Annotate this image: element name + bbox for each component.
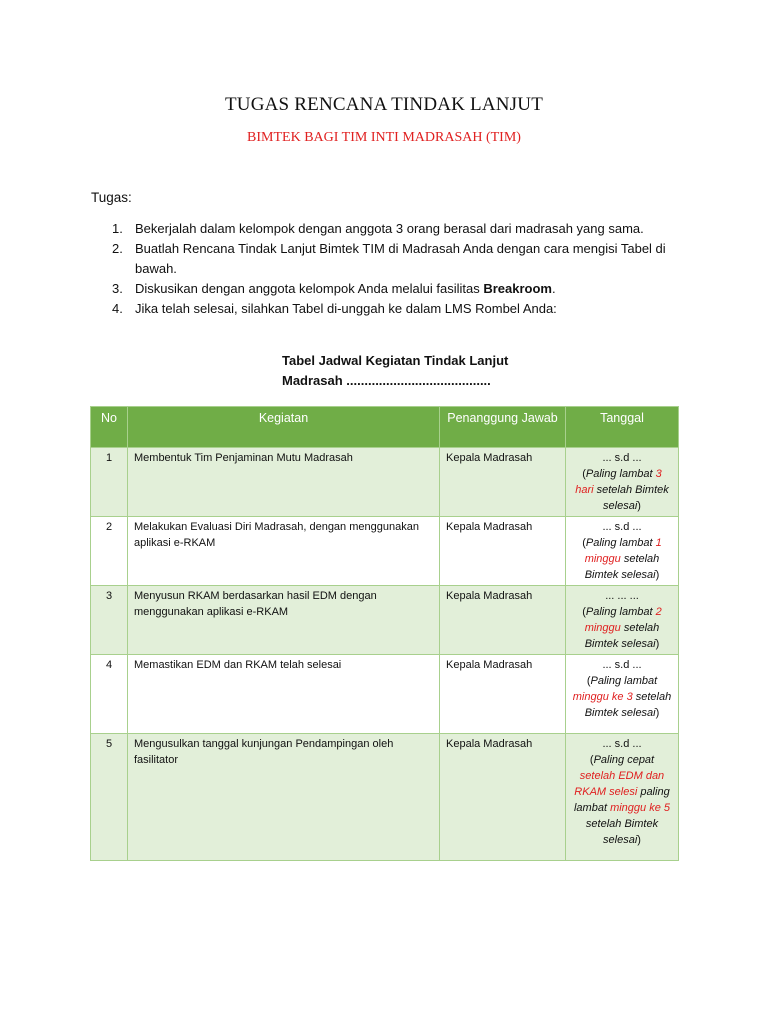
table-header-row	[91, 407, 679, 448]
tanggal-deadline: 2 minggu	[584, 606, 662, 634]
tanggal-deadline: 3 hari	[575, 468, 662, 496]
tanggal-note-end: setelah Bimtek selesai	[593, 484, 669, 512]
cell-no: 3	[91, 586, 128, 655]
cell-penanggung-jawab: Kepala Madrasah	[440, 734, 566, 861]
table-row	[91, 655, 679, 734]
cell-tanggal: ... s.d ... (Paling lambat 3 hari setelah Bimtek selesai)	[566, 448, 679, 517]
tanggal-deadline: minggu ke 5	[610, 802, 670, 814]
task-number: 2.	[112, 241, 123, 256]
tanggal-note: Paling lambat	[585, 606, 656, 618]
cell-tanggal: ... s.d ... (Paling lambat 1 minggu setelah Bimtek selesai)	[566, 517, 679, 586]
task-list	[110, 219, 680, 319]
task-item-2	[110, 239, 680, 279]
task-item-4	[110, 299, 680, 319]
cell-kegiatan: Membentuk Tim Penjaminan Mutu Madrasah	[128, 448, 440, 517]
cell-kegiatan: Melakukan Evaluasi Diri Madrasah, dengan menggunakan aplikasi e-RKAM	[128, 517, 440, 586]
document-subtitle: BIMTEK BAGI TIM INTI MADRASAH (TIM)	[247, 130, 521, 145]
cell-kegiatan: Mengusulkan tanggal kunjungan Pendampingan oleh fasilitator	[128, 734, 440, 861]
tanggal-note: Paling lambat	[590, 675, 658, 687]
task-text-end: .	[551, 281, 556, 296]
header-penanggung-jawab: Penanggung Jawab	[440, 407, 566, 448]
task-number: 3.	[112, 281, 123, 296]
tanggal-range: ... ... ...	[605, 590, 639, 602]
header-no: No	[91, 407, 128, 448]
cell-penanggung-jawab: Kepala Madrasah	[440, 448, 566, 517]
task-text: Diskusikan dengan anggota kelompok Anda melalui fasilitas	[135, 281, 484, 296]
cell-kegiatan: Memastikan EDM dan RKAM telah selesai	[128, 655, 440, 734]
task-text: Buatlah Rencana Tindak Lanjut Bimtek TIM di Madrasah Anda dengan cara mengisi Tabel di bawah.	[135, 241, 666, 276]
table-title	[282, 351, 542, 391]
task-item-1	[110, 219, 680, 239]
tanggal-range: ... s.d ...	[602, 452, 642, 464]
tanggal-note: Paling lambat	[585, 537, 656, 549]
tanggal-note-end: setelah Bimtek selesai	[584, 553, 660, 581]
cell-penanggung-jawab: Kepala Madrasah	[440, 655, 566, 734]
tanggal-note: Paling lambat	[585, 468, 656, 480]
task-text: Bekerjalah dalam kelompok dengan anggota 3 orang berasal dari madrasah yang sama.	[135, 221, 644, 236]
table-row	[91, 517, 679, 586]
table-row	[91, 734, 679, 861]
document-title: TUGAS RENCANA TINDAK LANJUT	[224, 94, 544, 115]
tanggal-note-end: setelah Bimtek selesai	[585, 818, 659, 846]
cell-penanggung-jawab: Kepala Madrasah	[440, 586, 566, 655]
tanggal-note-end: setelah Bimtek selesai	[584, 622, 660, 650]
tanggal-range: ... s.d ...	[602, 521, 642, 533]
header-tanggal: Tanggal	[566, 407, 679, 448]
cell-no: 2	[91, 517, 128, 586]
cell-kegiatan: Menyusun RKAM berdasarkan hasil EDM dengan menggunakan aplikasi e-RKAM	[128, 586, 440, 655]
cell-tanggal: ... ... ... (Paling lambat 2 minggu setelah Bimtek selesai)	[566, 586, 679, 655]
task-number: 1.	[112, 221, 123, 236]
tasks-label: Tugas:	[91, 190, 132, 205]
tanggal-note-end: setelah Bimtek selesai	[584, 691, 672, 719]
tanggal-deadline: 1 minggu	[584, 537, 662, 565]
tanggal-note-mid: paling lambat	[573, 786, 670, 814]
task-item-3	[110, 279, 680, 299]
cell-no: 4	[91, 655, 128, 734]
table-title-line-2: Madrasah ........................................	[282, 373, 491, 388]
cell-no: 5	[91, 734, 128, 861]
cell-tanggal: ... s.d ... (Paling cepat setelah EDM dan RKAM selesi paling lambat minggu ke 5 setelah Bimtek selesai)	[566, 734, 679, 861]
tanggal-deadline: minggu ke 3	[572, 691, 633, 703]
task-text: Jika telah selesai, silahkan Tabel di-unggah ke dalam LMS Rombel Anda:	[135, 301, 557, 316]
schedule-table	[90, 406, 679, 861]
table-row	[91, 448, 679, 517]
task-bold-term: Breakroom	[483, 281, 552, 296]
cell-tanggal: ... s.d ... (Paling lambat minggu ke 3 setelah Bimtek selesai)	[566, 655, 679, 734]
cell-no: 1	[91, 448, 128, 517]
tanggal-range: ... s.d ...	[602, 738, 642, 750]
cell-penanggung-jawab: Kepala Madrasah	[440, 517, 566, 586]
table-title-line-1: Tabel Jadwal Kegiatan Tindak Lanjut	[282, 353, 509, 368]
task-number: 4.	[112, 301, 123, 316]
header-kegiatan: Kegiatan	[128, 407, 440, 448]
table-row	[91, 586, 679, 655]
tanggal-range: ... s.d ...	[602, 659, 642, 671]
tanggal-note: Paling cepat	[593, 754, 655, 766]
tanggal-condition: setelah EDM dan RKAM selesi	[574, 770, 665, 798]
